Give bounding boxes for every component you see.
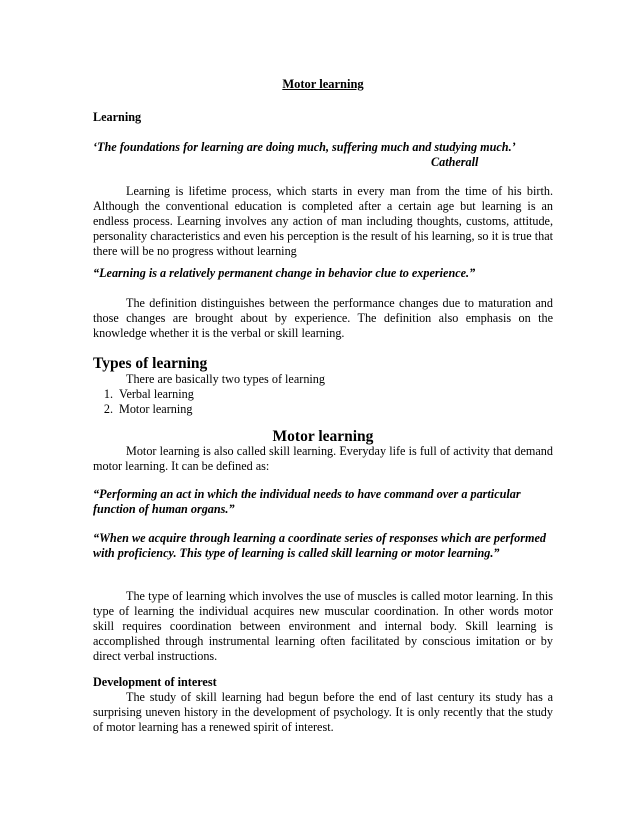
quote-acquire-learning: “When we acquire through learning a coordinate series of responses which are performed with proficiency. This type of learning is called skill learning or motor learning.” (93, 531, 547, 560)
quote-performing-act: “Performing an act in which the individual needs to have command over a particular function of human organs.” (93, 487, 521, 516)
document-title: Motor learning (282, 77, 364, 91)
paragraph-muscles: The type of learning which involves the use of muscles is called motor learning. In this type of learning the individual acquires new muscular coordination. In other words motor skill requires coordination between environment and internal body. Skill learning is accomplished through instrumental learning often facilitated by conscious imitation or by direct verbal instructions. (93, 589, 553, 663)
heading-motor-learning: Motor learning (272, 428, 374, 445)
paragraph-development: The study of skill learning had begun before the end of last century its study has a surprising uneven history in the development of psychology. It is only recently that the study of motor learning has a renewed spirit of interest. (93, 690, 553, 734)
section-heading-learning: Learning (93, 110, 142, 124)
types-list (93, 387, 194, 417)
list-item: 1. Verbal learning (103, 387, 194, 401)
quote-foundations: ‘The foundations for learning are doing much, suffering much and studying much.’ (93, 140, 516, 154)
paragraph-learning-lifetime: Learning is lifetime process, which starts in every man from the time of his birth. Although the conventional education is completed after a certain age but learning is an endless process. Learning involves any action of man including thoughts, customs, attitude, personality characteristics and even his perception is the result of his learning, so it is true that there will be no progress without learning (93, 184, 553, 258)
quote-author: Catherall (431, 155, 479, 169)
list-item: 2. Motor learning (103, 402, 193, 416)
heading-development-of-interest: Development of interest (93, 675, 217, 689)
quote-definition: “Learning is a relatively permanent change in behavior clue to experience.” (93, 266, 476, 280)
paragraph-motor-learning: Motor learning is also called skill learning. Everyday life is full of activity that demand motor learning. It can be defined as: (93, 444, 553, 473)
types-intro: There are basically two types of learning (126, 372, 325, 386)
paragraph-definition-distinguishes: The definition distinguishes between the performance changes due to maturation and those changes are brought about by experience. The definition also emphasis on the knowledge whether it is the verbal or skill learning. (93, 296, 553, 340)
heading-types-of-learning: Types of learning (93, 355, 208, 372)
